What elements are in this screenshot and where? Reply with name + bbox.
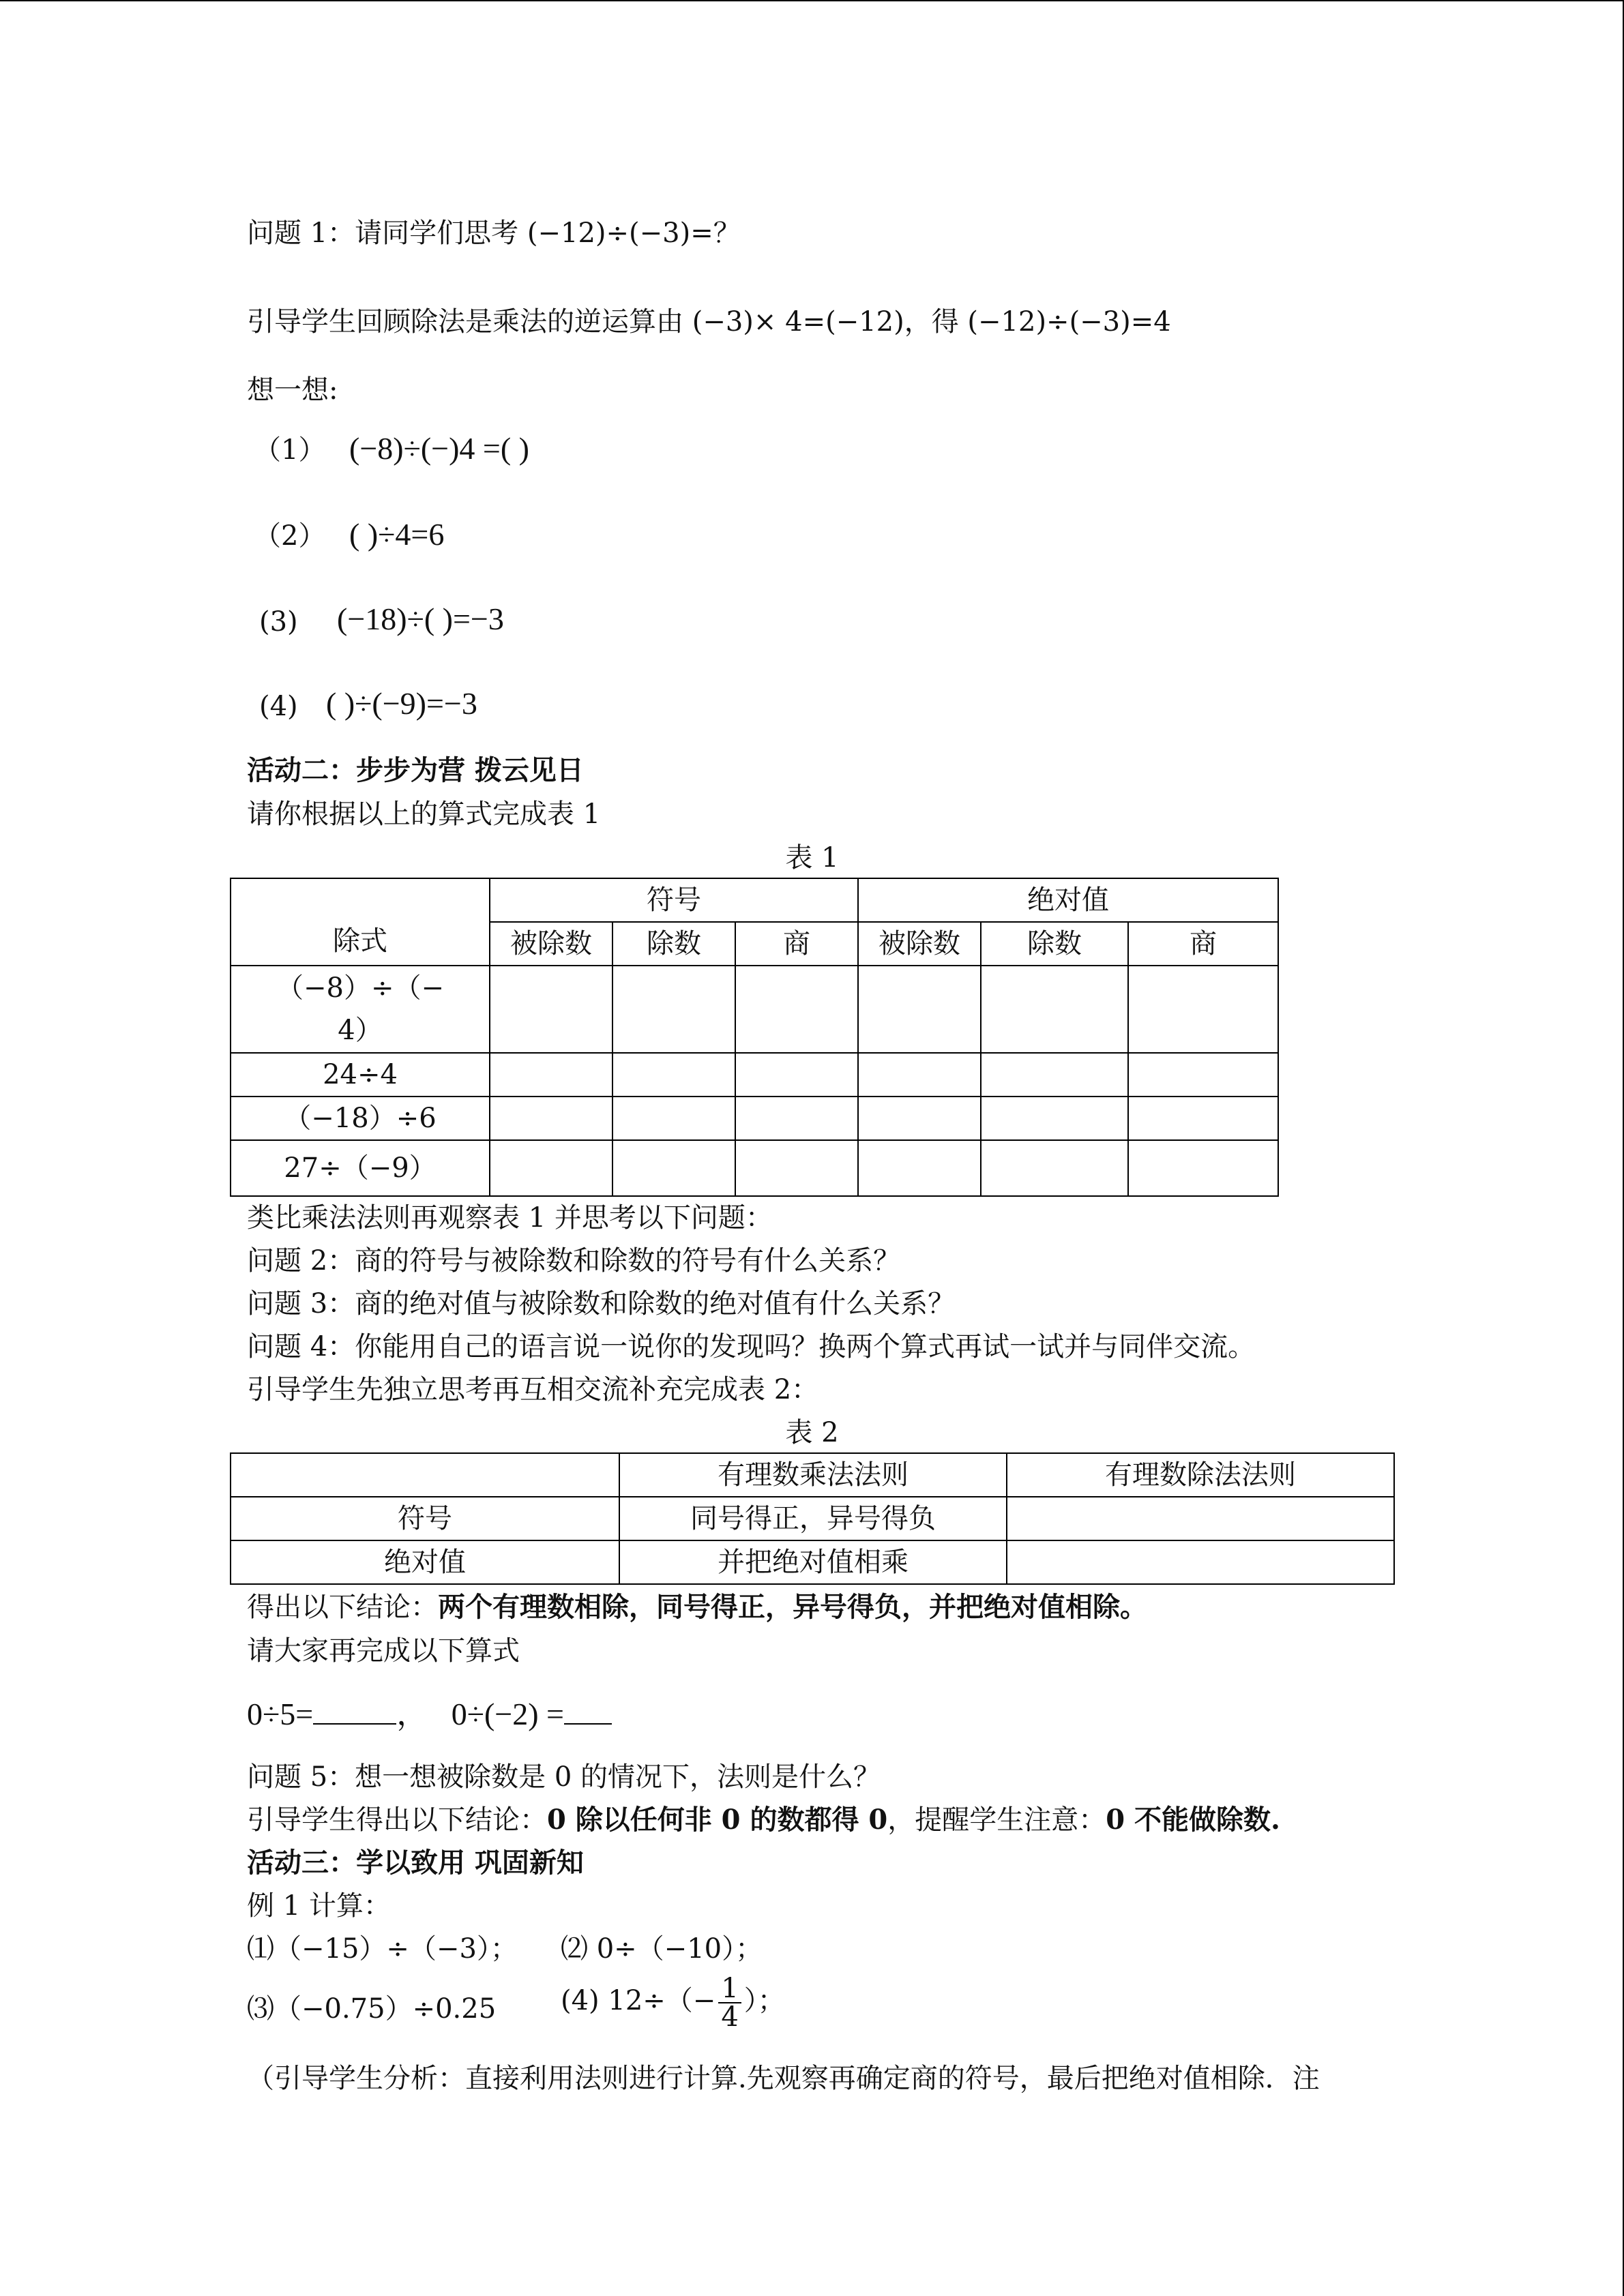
table-2-division-answer-cell[interactable] [1007, 1497, 1394, 1540]
table-1-answer-cell[interactable] [490, 966, 612, 1053]
activity-2-heading: 活动二：步步为营 拨云见日 [247, 754, 584, 786]
table-row [231, 966, 1278, 1053]
table-row [231, 1097, 1278, 1140]
question-5: 问题 5：想一想被除数是 0 的情况下，法则是什么？ [247, 1761, 881, 1793]
table-1-answer-cell[interactable] [490, 1140, 612, 1196]
conclusion-rule: 两个有理数相除，同号得正，异号得负，并把绝对值相除。 [438, 1591, 1147, 1623]
table-1-expression-cell: 27÷（−9） [231, 1140, 490, 1196]
table-2-row-label: 符号 [231, 1497, 619, 1540]
question-3: 问题 3：商的绝对值与被除数和除数的绝对值有什么关系？ [247, 1288, 956, 1320]
table-1-answer-cell[interactable] [858, 1053, 981, 1097]
table-2 [230, 1452, 1395, 1585]
table-1-answer-cell[interactable] [735, 1097, 858, 1140]
calc-4-suffix: ）； [743, 1985, 785, 2016]
table-1-subheader: 商 [735, 922, 858, 966]
analogy-text: 类比乘法法则再观察表 1 并思考以下问题： [247, 1202, 773, 1234]
page-top-border [0, 0, 1623, 1]
table-1-answer-cell[interactable] [735, 1140, 858, 1196]
zero-expression-1: 0÷5= [247, 1697, 314, 1731]
table-1-answer-cell[interactable] [858, 1097, 981, 1140]
table-1-header-absolute: 绝对值 [858, 878, 1278, 922]
conclusion-prefix: 得出以下结论： [247, 1592, 438, 1623]
table-1-answer-cell[interactable] [735, 966, 858, 1053]
table-1-answer-cell[interactable] [612, 966, 735, 1053]
table-2-header-blank [231, 1453, 619, 1497]
table-1-expression-cell [231, 966, 490, 1053]
zero-division-exercises [247, 1695, 612, 1733]
guide-3 [247, 1804, 1280, 1836]
exercise-2-number: （2） [254, 520, 326, 552]
table-1-answer-cell[interactable] [1128, 1140, 1278, 1196]
exercise-3-expression: (−18)÷( )=−3 [337, 601, 504, 636]
table-1 [230, 878, 1279, 1197]
table-1-expression-cell: （−18）÷6 [231, 1097, 490, 1140]
calc-3: ⑶（−0.75）÷0.25 [247, 1993, 497, 2025]
table-1-caption: 表 1 [785, 842, 839, 874]
table-2-header-division: 有理数除法法则 [1007, 1453, 1394, 1497]
calc-4-prefix: (4) 12÷（− [561, 1985, 716, 2016]
table-row [231, 1540, 1394, 1584]
table-1-header-expression: 除式 [231, 878, 490, 966]
example-1-heading: 例 1 计算： [247, 1890, 391, 1922]
table-row [231, 1140, 1278, 1196]
table-1-answer-cell[interactable] [981, 1053, 1128, 1097]
table-1-answer-cell[interactable] [612, 1053, 735, 1097]
table-1-answer-cell[interactable] [612, 1140, 735, 1196]
table-1-answer-cell[interactable] [858, 966, 981, 1053]
calc-2: ⑵ 0÷（−10）； [561, 1933, 763, 1965]
zero-expression-2: 0÷(−2) = [451, 1697, 564, 1731]
exercise-4-expression: ( )÷(−9)=−3 [326, 686, 477, 721]
separator: ， [396, 1697, 428, 1731]
table-2-division-answer-cell[interactable] [1007, 1540, 1394, 1584]
table-1-subheader: 被除数 [490, 922, 612, 966]
table-1-subheader: 被除数 [858, 922, 981, 966]
question-4: 问题 4：你能用自己的语言说一说你的发现吗？换两个算式再试一试并与同伴交流。 [247, 1331, 1256, 1362]
conclusion [247, 1591, 1147, 1624]
table-2-header-multiplication: 有理数乘法法则 [619, 1453, 1007, 1497]
table-1-answer-cell[interactable] [490, 1097, 612, 1140]
table-row [231, 1497, 1394, 1540]
table-1-subheader: 除数 [612, 922, 735, 966]
activity-3-heading: 活动三：学以致用 巩固新知 [247, 1847, 584, 1879]
table-1-expression-line: 4） [338, 1015, 383, 1046]
table-1-expression-line: （−8）÷（− [276, 972, 444, 1004]
table-1-answer-cell[interactable] [735, 1053, 858, 1097]
exercise-1-number: （1） [254, 434, 326, 466]
table-1-answer-cell[interactable] [858, 1140, 981, 1196]
guide-3-mid: ，提醒学生注意： [887, 1804, 1106, 1836]
table-1-subheader: 除数 [981, 922, 1128, 966]
exercise-4-number: (4) [259, 691, 298, 722]
table-2-caption: 表 2 [785, 1417, 839, 1448]
fraction-one-quarter [718, 1975, 741, 2031]
exercise-1-expression: (−8)÷(−)4 =( ) [349, 431, 529, 466]
guide-2: 引导学生先独立思考再互相交流补充完成表 2： [247, 1374, 819, 1405]
table-1-answer-cell[interactable] [981, 1097, 1128, 1140]
table-1-answer-cell[interactable] [981, 1140, 1128, 1196]
question-2: 问题 2：商的符号与被除数和除数的符号有什么关系？ [247, 1245, 901, 1277]
table-2-multiplication-rule: 同号得正，异号得负 [619, 1497, 1007, 1540]
calc-4 [561, 1975, 785, 2031]
answer-blank[interactable] [564, 1696, 612, 1725]
guide-3-prefix: 引导学生得出以下结论： [247, 1804, 547, 1836]
complete-instruction: 请大家再完成以下算式 [247, 1635, 520, 1667]
exercise-2-expression: ( )÷4=6 [349, 517, 445, 552]
analysis-text: （引导学生分析：直接利用法则进行计算.先观察再确定商的符号，最后把绝对值相除．注 [247, 2063, 1320, 2094]
table-1-answer-cell[interactable] [1128, 966, 1278, 1053]
fraction-denominator: 4 [721, 2001, 739, 2033]
table-1-answer-cell[interactable] [1128, 1053, 1278, 1097]
table-1-answer-cell[interactable] [490, 1053, 612, 1097]
question-1: 问题 1：请同学们思考 (−12)÷(−3)=？ [247, 218, 741, 249]
calc-1: ⑴（−15）÷（−3）； [247, 1933, 518, 1965]
think-heading: 想一想: [247, 374, 338, 406]
exercise-3-number: (3) [259, 606, 298, 638]
table-1-instruction: 请你根据以上的算式完成表 1 [247, 799, 601, 830]
table-1-answer-cell[interactable] [1128, 1097, 1278, 1140]
table-1-answer-cell[interactable] [612, 1097, 735, 1140]
zero-rule: 0 除以任何非 0 的数都得 0 [547, 1804, 888, 1836]
table-1-expression-cell: 24÷4 [231, 1053, 490, 1097]
guide-1: 引导学生回顾除法是乘法的逆运算由 (−3)× 4=(−12)，得 (−12)÷(−3)=4 [247, 306, 1171, 338]
table-row [231, 1053, 1278, 1097]
table-1-subheader: 商 [1128, 922, 1278, 966]
table-2-row-label: 绝对值 [231, 1540, 619, 1584]
fraction-numerator: 1 [718, 1975, 741, 2003]
zero-divisor-warning: 0 不能做除数. [1106, 1804, 1280, 1836]
table-1-answer-cell[interactable] [981, 966, 1128, 1053]
table-1-header-sign: 符号 [490, 878, 858, 922]
answer-blank[interactable] [313, 1696, 396, 1725]
table-2-multiplication-rule: 并把绝对值相乘 [619, 1540, 1007, 1584]
